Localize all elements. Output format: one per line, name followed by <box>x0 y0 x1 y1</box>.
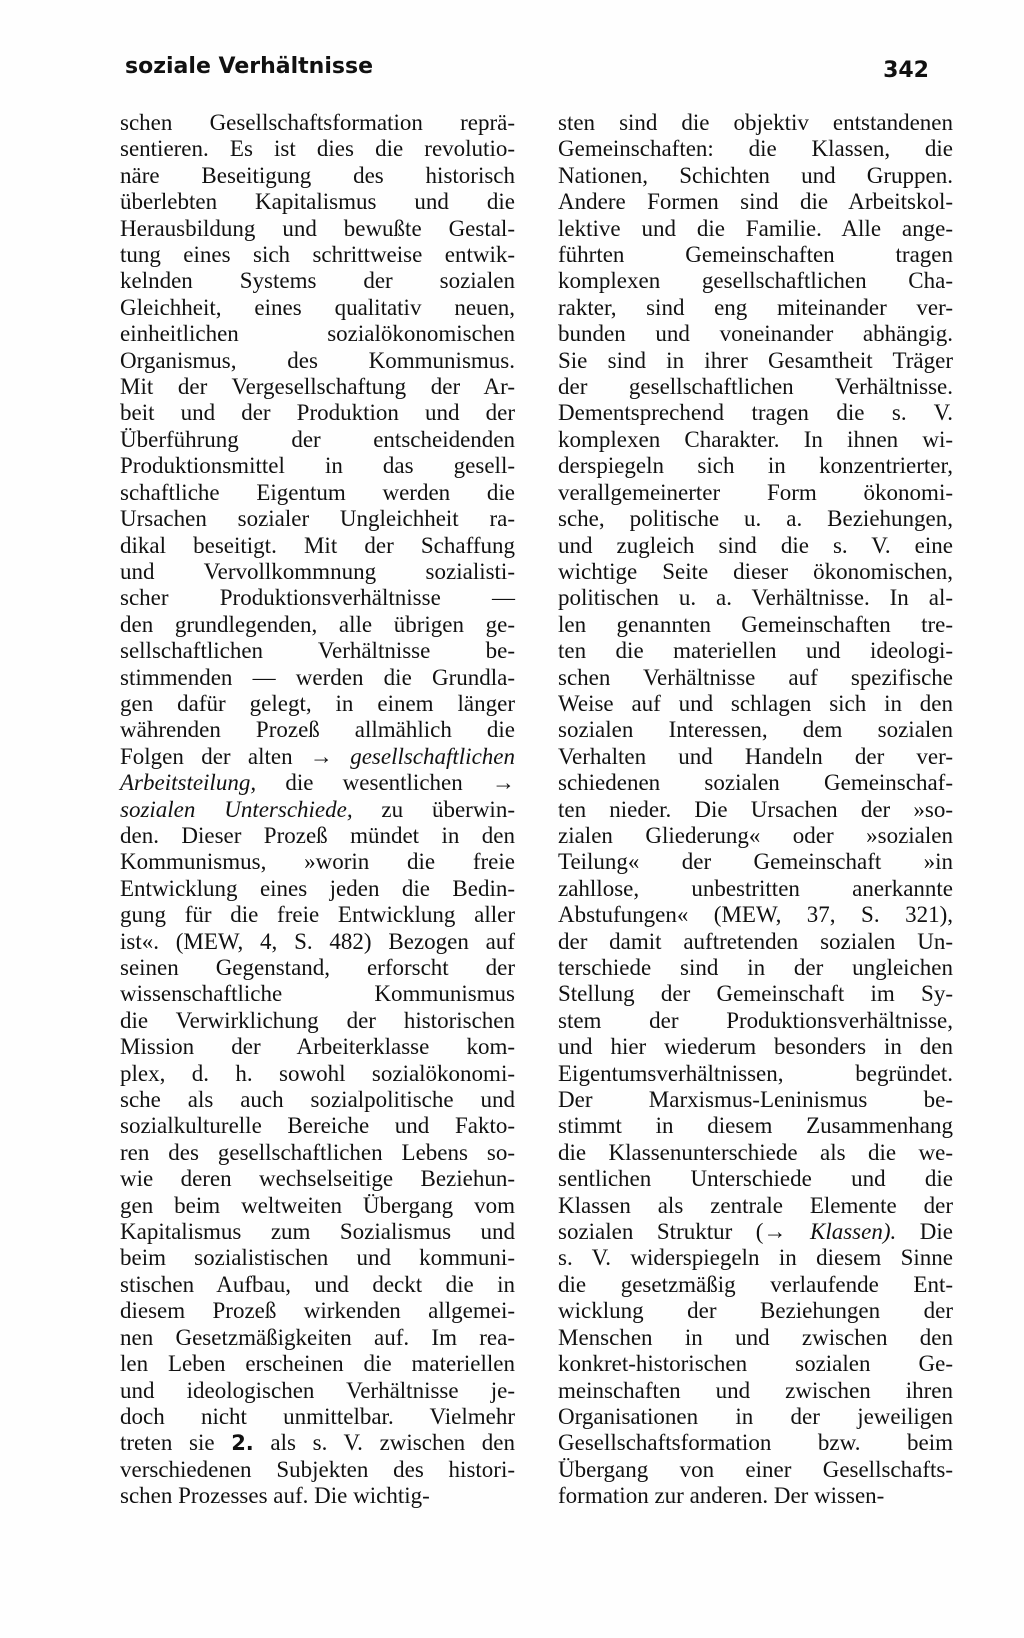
text-segment: ren des gesellschaftlichen Lebens so- <box>120 1139 515 1165</box>
text-line <box>558 876 953 902</box>
text-segment: den grundlegenden, alle übrigen ge- <box>120 611 515 637</box>
text-segment: sozialkulturelle Bereiche und Fakto- <box>120 1113 515 1139</box>
text-line <box>558 559 953 585</box>
text-segment: sozialen Struktur (→ <box>558 1219 810 1245</box>
text-line <box>558 110 953 136</box>
text-line <box>558 1483 953 1509</box>
text-segment: komplexen gesellschaftlichen Cha- <box>558 268 953 294</box>
text-segment: Gesellschaftsformation bzw. beim <box>558 1430 953 1456</box>
text-line <box>558 1325 953 1351</box>
text-segment: stischen Aufbau, und deckt die in <box>120 1271 515 1297</box>
text-segment: dikal beseitigt. Mit der Schaffung <box>120 532 515 558</box>
cross-reference-term: gesellschaftlichen <box>350 743 515 769</box>
text-segment: rakter, sind eng miteinander ver- <box>558 294 953 320</box>
text-segment: der gesellschaftlichen Verhältnisse. <box>558 374 953 400</box>
text-segment: Organisationen in der jeweiligen <box>558 1403 953 1429</box>
text-segment: wissenschaftliche Kommunismus <box>120 981 515 1007</box>
text-line <box>120 242 515 268</box>
text-segment: Der Marxismus-Leninismus be- <box>558 1087 953 1113</box>
text-segment: schaftliche Eigentum werden die <box>120 479 515 505</box>
text-segment: ten die materiellen und ideologi- <box>558 638 953 664</box>
cross-reference-term: Arbeitsteilung, <box>120 770 257 796</box>
text-line <box>120 189 515 215</box>
text-segment: gung für die freie Entwicklung aller <box>120 902 515 928</box>
text-segment: Herausbildung und bewußte Gestal- <box>120 215 515 241</box>
text-line <box>558 1034 953 1060</box>
text-segment: terschiede sind in der ungleichen <box>558 955 953 980</box>
text-segment: Eigentumsverhältnissen, begründet. <box>558 1060 953 1086</box>
text-line <box>558 1193 953 1219</box>
text-segment: wicklung der Beziehungen der <box>558 1298 953 1324</box>
text-segment: näre Beseitigung des historisch <box>120 162 515 188</box>
text-segment: schen Verhältnisse auf spezifische <box>558 664 953 690</box>
text-segment: überlebten Kapitalismus und die <box>120 189 515 215</box>
text-line <box>558 1008 953 1034</box>
text-segment: der damit auftretenden sozialen Un- <box>558 928 953 954</box>
text-segment: Menschen in und zwischen den <box>558 1324 953 1350</box>
text-segment: treten sie <box>120 1430 232 1456</box>
text-segment: Ursachen sozialer Ungleichheit ra- <box>120 506 515 532</box>
text-line <box>558 1298 953 1324</box>
text-line <box>120 770 515 796</box>
text-segment: schiedenen sozialen Gemeinschaf- <box>558 770 953 796</box>
text-line <box>558 1272 953 1298</box>
text-line <box>558 400 953 426</box>
text-line <box>120 797 515 823</box>
text-segment: und ideologischen Verhältnisse je- <box>120 1377 515 1403</box>
text-line <box>120 1166 515 1192</box>
text-line <box>558 981 953 1007</box>
text-segment: derspiegeln sich in konzentrierter, <box>558 453 953 479</box>
text-line <box>120 929 515 955</box>
text-line <box>558 665 953 691</box>
text-segment: konkret-historischen sozialen Ge- <box>558 1351 953 1377</box>
text-line <box>558 1351 953 1377</box>
text-segment: Weise auf und schlagen sich in den <box>558 690 953 716</box>
text-line <box>120 348 515 374</box>
text-segment: zu überwin- <box>352 796 515 822</box>
text-segment: den. Dieser Prozeß mündet in den <box>120 822 515 848</box>
text-segment: führten Gemeinschaften tragen <box>558 242 953 268</box>
text-line <box>120 849 515 875</box>
text-segment: sentieren. Es ist dies die revolutio- <box>120 136 515 162</box>
text-segment: tung eines sich schrittweise entwik- <box>120 242 515 268</box>
text-line <box>120 955 515 981</box>
text-line <box>558 744 953 770</box>
text-segment: wie deren wechselseitige Beziehun- <box>120 1166 515 1192</box>
text-line <box>558 770 953 796</box>
text-segment: Kapitalismus zum Sozialismus und <box>120 1219 515 1245</box>
text-segment: Folgen der alten → <box>120 743 351 769</box>
text-segment: Klassen als zentrale Elemente der <box>558 1192 953 1218</box>
text-segment: stimmenden — werden die Grundla- <box>120 664 515 690</box>
text-line <box>120 1404 515 1430</box>
text-segment: meinschaften und zwischen ihren <box>558 1377 953 1403</box>
text-segment: sozialen Interessen, dem sozialen <box>558 717 953 743</box>
text-segment: zialen Gliederung« oder »sozialen <box>558 822 953 848</box>
text-segment: gen beim weltweiten Übergang vom <box>120 1192 515 1218</box>
text-line <box>558 136 953 162</box>
text-segment: beit und der Produktion und der <box>120 400 515 426</box>
text-segment: formation zur anderen. Der wissen- <box>558 1483 885 1509</box>
text-line <box>558 533 953 559</box>
text-segment: Entwicklung eines jeden die Bedin- <box>120 875 515 901</box>
text-line <box>120 216 515 242</box>
text-line <box>558 242 953 268</box>
text-line <box>558 321 953 347</box>
text-line <box>120 1272 515 1298</box>
text-line <box>120 612 515 638</box>
text-segment: die wesentlichen → <box>256 770 515 796</box>
text-segment: verschiedenen Subjekten des histori- <box>120 1456 515 1482</box>
text-line <box>558 612 953 638</box>
text-segment: komplexen Charakter. In ihnen wi- <box>558 426 953 452</box>
text-line <box>120 533 515 559</box>
text-segment: beim sozialistischen und kommuni- <box>120 1245 515 1271</box>
text-segment: Nationen, Schichten und Gruppen. <box>558 162 953 188</box>
text-line <box>120 136 515 162</box>
text-segment: sche, politische u. a. Beziehungen, <box>558 506 953 532</box>
text-segment: scher Produktionsverhältnisse — <box>120 585 515 611</box>
text-segment: Produktionsmittel in das gesell- <box>120 453 515 479</box>
text-segment: Kommunismus, »worin die freie <box>120 849 515 875</box>
text-line <box>120 717 515 743</box>
text-line <box>558 797 953 823</box>
text-segment: schen Prozesses auf. Die wichtig- <box>120 1483 430 1509</box>
text-segment: und Vervollkommnung sozialisti- <box>120 558 515 584</box>
text-segment: und hier wiederum besonders in den <box>558 1034 953 1060</box>
list-number: 2. <box>231 1431 254 1456</box>
text-segment: sentlichen Unterschiede und die <box>558 1166 953 1192</box>
text-line <box>120 1298 515 1324</box>
text-column-right <box>558 110 953 1510</box>
text-segment: die Klassenunterschiede als die we- <box>558 1139 953 1165</box>
text-line <box>558 1378 953 1404</box>
text-line <box>120 1245 515 1271</box>
text-line <box>120 321 515 347</box>
text-line <box>120 163 515 189</box>
text-line <box>558 374 953 400</box>
text-segment: diesem Prozeß wirkenden allgemei- <box>120 1298 515 1324</box>
text-line <box>558 638 953 664</box>
text-line <box>558 453 953 479</box>
text-segment: gen dafür gelegt, in einem länger <box>120 690 515 716</box>
text-line <box>120 1034 515 1060</box>
text-segment: Übergang von einer Gesellschafts- <box>558 1456 953 1482</box>
text-line <box>120 1140 515 1166</box>
text-segment: Verhalten und Handeln der ver- <box>558 743 953 769</box>
text-segment: stimmt in diesem Zusammenhang <box>558 1113 953 1139</box>
text-segment: len Leben erscheinen die materiellen <box>120 1351 515 1377</box>
text-line <box>558 1113 953 1139</box>
text-line <box>558 1219 953 1245</box>
text-line <box>120 559 515 585</box>
text-segment: Stellung der Gemeinschaft im Sy- <box>558 981 953 1007</box>
text-line <box>120 1219 515 1245</box>
text-segment: als s. V. zwischen den <box>253 1430 515 1456</box>
text-line <box>120 1483 515 1509</box>
text-line <box>558 163 953 189</box>
text-segment: Mission der Arbeiterklasse kom- <box>120 1034 515 1060</box>
text-line <box>558 1404 953 1430</box>
text-segment: Die <box>896 1219 953 1245</box>
text-segment: Organismus, des Kommunismus. <box>120 347 515 373</box>
text-line <box>120 110 515 136</box>
text-line <box>120 1087 515 1113</box>
text-segment: doch nicht unmittelbar. Vielmehr <box>120 1403 515 1429</box>
text-line <box>120 744 515 770</box>
text-line <box>558 1087 953 1113</box>
text-line <box>120 1457 515 1483</box>
text-line <box>120 876 515 902</box>
text-line <box>120 295 515 321</box>
text-line <box>120 902 515 928</box>
text-segment: die Verwirklichung der historischen <box>120 1007 515 1033</box>
text-segment: len genannten Gemeinschaften tre- <box>558 611 953 637</box>
text-segment: kelnden Systems der sozialen <box>120 268 515 294</box>
text-line <box>558 929 953 955</box>
text-line <box>558 1457 953 1483</box>
text-segment: schen Gesellschaftsformation reprä- <box>120 110 515 135</box>
text-line <box>120 1008 515 1034</box>
text-line <box>558 348 953 374</box>
text-line <box>120 1430 515 1456</box>
text-segment: die gesetzmäßig verlaufende Ent- <box>558 1271 953 1297</box>
text-segment: ist«. (MEW, 4, S. 482) Bezogen auf <box>120 928 515 954</box>
text-line <box>558 585 953 611</box>
text-segment: verallgemeinerter Form ökonomi- <box>558 479 953 505</box>
text-line <box>120 1351 515 1377</box>
text-line <box>558 1140 953 1166</box>
text-line <box>558 823 953 849</box>
text-line <box>558 955 953 981</box>
text-segment: Gleichheit, eines qualitativ neuen, <box>120 294 515 320</box>
text-line <box>558 1430 953 1456</box>
text-line <box>120 480 515 506</box>
text-segment: sten sind die objektiv entstandenen <box>558 110 953 135</box>
text-line <box>120 268 515 294</box>
text-line <box>120 1378 515 1404</box>
text-segment: Andere Formen sind die Arbeitskol- <box>558 189 953 215</box>
text-segment: stem der Produktionsverhältnisse, <box>558 1007 953 1033</box>
text-line <box>120 374 515 400</box>
text-segment: Teilung« der Gemeinschaft »in <box>558 849 953 875</box>
text-line <box>558 427 953 453</box>
text-line <box>558 902 953 928</box>
page-number: 342 <box>883 58 929 83</box>
text-segment: lektive und die Familie. Alle ange- <box>558 215 953 241</box>
text-line <box>120 1113 515 1139</box>
text-line <box>558 1245 953 1271</box>
text-line <box>558 216 953 242</box>
text-line <box>558 268 953 294</box>
text-line <box>120 1193 515 1219</box>
text-segment: Dementsprechend tragen die s. V. <box>558 400 953 426</box>
text-line <box>558 849 953 875</box>
text-line <box>558 506 953 532</box>
text-segment: Mit der Vergesellschaftung der Ar- <box>120 374 515 400</box>
text-line <box>558 717 953 743</box>
text-segment: s. V. widerspiegeln in diesem Sinne <box>558 1245 953 1271</box>
text-segment: plex, d. h. sowohl sozialökonomi- <box>120 1060 515 1086</box>
text-column-left <box>120 110 515 1510</box>
text-segment: politischen u. a. Verhältnisse. In al- <box>558 585 953 611</box>
cross-reference-term: sozialen Unterschiede, <box>120 796 353 822</box>
text-line <box>120 638 515 664</box>
text-segment: sche als auch sozialpolitische und <box>120 1087 515 1113</box>
text-line <box>120 981 515 1007</box>
text-line <box>120 691 515 717</box>
text-segment: und zugleich sind die s. V. eine <box>558 532 953 558</box>
text-line <box>558 480 953 506</box>
text-segment: ten nieder. Die Ursachen der »so- <box>558 796 953 822</box>
text-segment: Abstufungen« (MEW, 37, S. 321), <box>558 902 953 928</box>
text-segment: bunden und voneinander abhängig. <box>558 321 953 347</box>
text-line <box>120 665 515 691</box>
text-segment: einheitlichen sozialökonomischen <box>120 321 515 347</box>
text-line <box>120 400 515 426</box>
text-line <box>120 823 515 849</box>
text-line <box>558 189 953 215</box>
text-segment: zahllose, unbestritten anerkannte <box>558 875 953 901</box>
text-line <box>120 1325 515 1351</box>
cross-reference-term: Klassen). <box>810 1219 897 1245</box>
text-line <box>120 506 515 532</box>
text-line <box>120 453 515 479</box>
text-segment: Überführung der entscheidenden <box>120 426 515 452</box>
text-line <box>120 1061 515 1087</box>
text-segment: nen Gesetzmäßigkeiten auf. Im rea- <box>120 1324 515 1350</box>
text-segment: seinen Gegenstand, erforscht der <box>120 955 515 980</box>
text-line <box>558 1166 953 1192</box>
text-segment: währenden Prozeß allmählich die <box>120 717 515 743</box>
text-line <box>558 691 953 717</box>
text-segment: Sie sind in ihrer Gesamtheit Träger <box>558 347 953 373</box>
text-segment: Gemeinschaften: die Klassen, die <box>558 136 953 162</box>
text-segment: wichtige Seite dieser ökonomischen, <box>558 558 953 584</box>
text-line <box>120 427 515 453</box>
text-segment: sellschaftlichen Verhältnisse be- <box>120 638 515 664</box>
running-head: soziale Verhältnisse <box>125 54 373 79</box>
text-line <box>558 295 953 321</box>
text-line <box>120 585 515 611</box>
text-line <box>558 1061 953 1087</box>
